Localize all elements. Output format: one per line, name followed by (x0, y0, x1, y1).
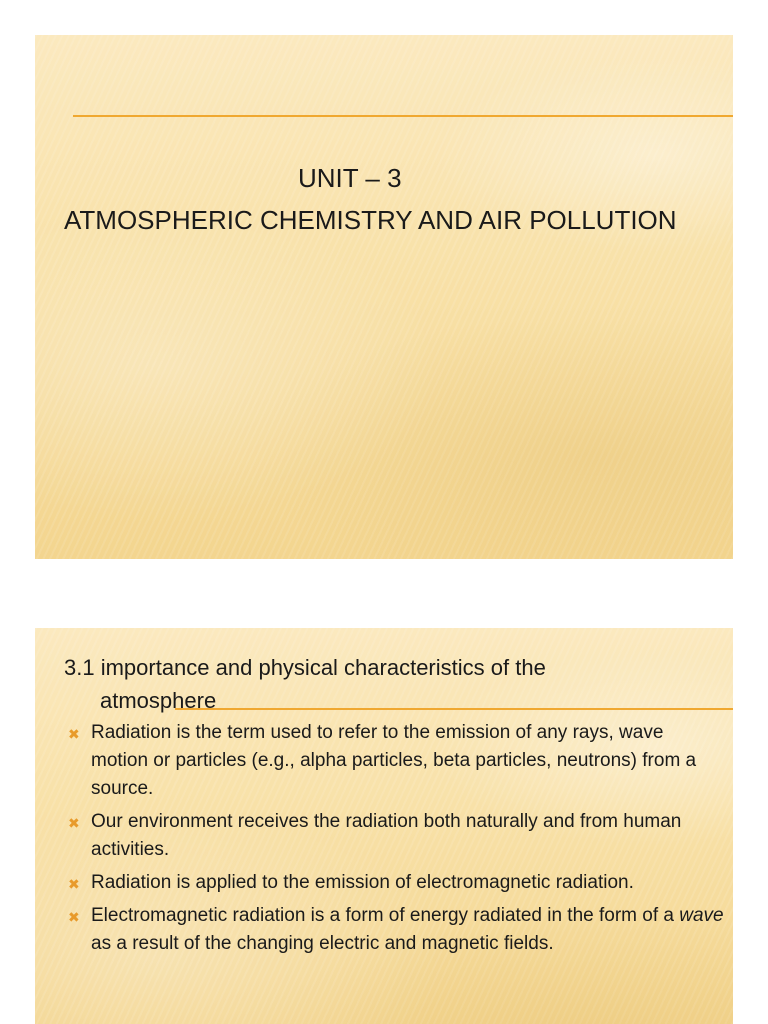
section-heading-line1: 3.1 importance and physical characteristics of the (64, 655, 546, 680)
bullet-text: Radiation is the term used to refer to the emission of any rays, wave motion or particles (e.g., alpha particles, beta particles, neutrons) from a source. (91, 722, 697, 799)
list-item (64, 808, 724, 864)
x-mark-icon: ✖ (68, 815, 80, 831)
bullet-text: Our environment receives the radiation both naturally and from human activities. (91, 811, 682, 860)
title-slide (35, 35, 733, 559)
list-item (64, 869, 724, 897)
list-item (64, 902, 724, 958)
bullet-text-post: as a result of the changing electric and magnetic fields. (91, 933, 554, 954)
bullet-list (64, 719, 724, 963)
section-heading (64, 651, 704, 717)
section-heading-line2: atmosphere (100, 688, 217, 713)
content-slide (35, 628, 733, 1024)
x-mark-icon: ✖ (68, 876, 80, 892)
x-mark-icon: ✖ (68, 726, 80, 742)
unit-title: UNIT – 3 (298, 163, 402, 193)
bullet-text-emphasis: wave (679, 905, 724, 926)
bullet-text: Radiation is applied to the emission of electromagnetic radiation. (91, 872, 634, 893)
main-title: ATMOSPHERIC CHEMISTRY AND AIR POLLUTION (64, 205, 677, 235)
accent-rule (73, 115, 733, 117)
list-item (64, 719, 724, 803)
x-mark-icon: ✖ (68, 909, 80, 925)
bullet-text-pre: Electromagnetic radiation is a form of energy radiated in the form of a (91, 905, 680, 926)
